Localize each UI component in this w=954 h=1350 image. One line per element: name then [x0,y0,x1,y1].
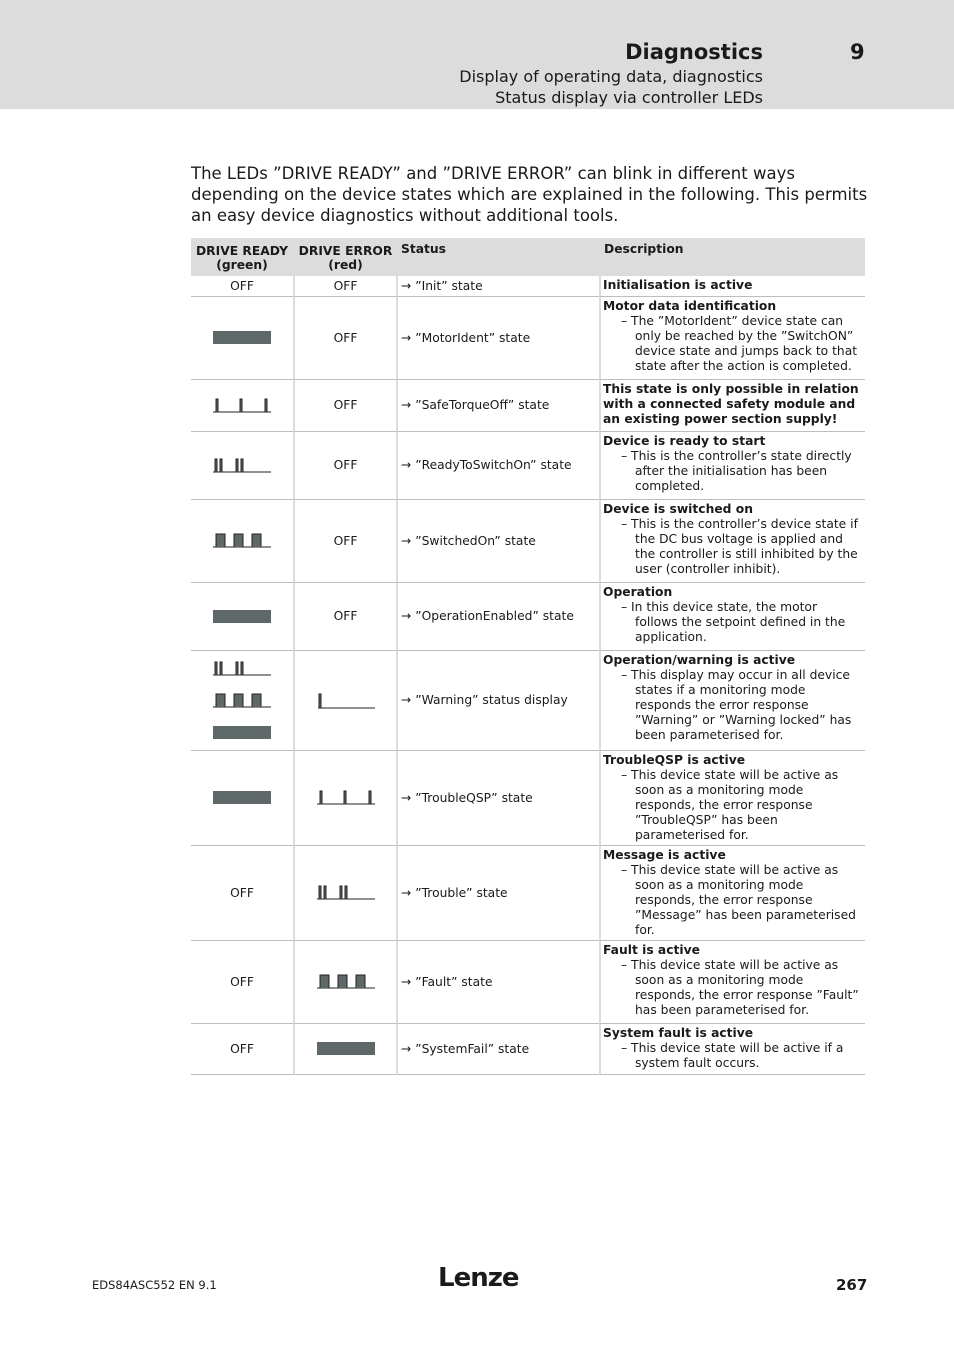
led-pattern-flash2 [212,661,272,677]
led-off-label: OFF [230,278,254,293]
drive-error-cell [293,751,396,846]
drive-ready-cell [191,500,293,583]
drive-ready-cell [191,751,293,846]
led-off-label: OFF [333,458,358,472]
description-cell [599,651,865,751]
drive-error-cell [293,432,396,500]
description-bullet: – This is the controller’s state directly after the initialisation has been completed. [621,449,852,493]
drive-error-cell [293,583,396,651]
description-title: Fault is active [603,943,700,957]
status-cell: → ”TroubleQSP” state [396,751,599,846]
drive-ready-cell [191,276,293,297]
drive-ready-cell [191,1024,293,1075]
led-pattern-single [316,692,376,710]
status-cell: → ”Warning” status display [396,651,599,751]
lenze-logo: Lenze [438,1263,519,1293]
description-title: Motor data identification [603,299,777,313]
table-row [191,297,865,380]
drive-error-cell [293,500,396,583]
subsection-subtitle: Status display via controller LEDs [495,88,763,107]
led-pattern-on [212,609,272,625]
description-bullet: – This is the controller’s device state if the DC bus voltage is applied and the controller is still inhibited by the user (controller inhibit). [621,517,858,576]
led-off-label: OFF [230,885,254,900]
header-drive-ready: DRIVE READY (green) [191,238,293,276]
section-subtitle: Display of operating data, diagnostics [459,67,763,86]
led-off-label: OFF [230,974,254,989]
drive-error-cell [293,941,396,1024]
description-title: Operation/warning is active [603,653,796,667]
led-off-label: OFF [333,330,358,345]
chapter-number: 9 [850,40,865,64]
drive-error-cell [293,651,396,751]
status-cell: → ”ReadyToSwitchOn” state [396,432,599,500]
description-title: Device is switched on [603,502,753,516]
drive-ready-cell [191,432,293,500]
description-bullet: – This display may occur in all device states if a monitoring mode responds the error response ”Warning” or ”Warning locked” has been parameterised for. [621,668,852,742]
header-band [0,0,954,109]
description-cell [599,751,865,846]
drive-ready-cell [191,380,293,432]
drive-error-cell [293,846,396,941]
description-title: Operation [603,585,673,599]
table-row [191,941,865,1024]
status-cell: → ”MotorIdent” state [396,297,599,380]
led-pattern-multi [194,661,290,741]
led-pattern-on [212,725,272,741]
drive-ready-cell [191,583,293,651]
led-pattern-flash1 [212,398,272,414]
description-cell [599,583,865,651]
drive-error-cell [293,1024,396,1075]
description-bullet: – This device state will be active if a system fault occurs. [621,1041,844,1070]
led-pattern-blink [316,974,376,990]
header-status: Status [396,238,599,276]
led-off-label: OFF [333,609,358,623]
chapter-title: Diagnostics [625,40,763,64]
led-pattern-flash2 [316,885,376,901]
description-title: This state is only possible in relation with a connected safety module and an existing power section supply! [603,382,859,426]
description-cell [599,1024,865,1075]
led-pattern-blink [212,533,272,549]
description-cell [599,846,865,941]
table-header-row [191,238,865,276]
led-pattern-flash2 [212,458,272,474]
led-pattern-on [212,790,272,806]
table-row [191,276,865,297]
document-code: EDS84ASC552 EN 9.1 [92,1278,217,1292]
status-cell: → ”SystemFail” state [396,1024,599,1075]
drive-error-cell [293,297,396,380]
status-cell: → ”SwitchedOn” state [396,500,599,583]
drive-ready-cell [191,651,293,751]
drive-ready-cell [191,846,293,941]
description-cell [599,380,865,432]
description-bullet: – The ”MotorIdent” device state can only be reached by the ”SwitchON” device state and jumps back to that state after the action is completed. [621,314,858,373]
status-cell: → ”Fault” state [396,941,599,1024]
page-number: 267 [836,1276,868,1294]
led-off-label: OFF [333,398,358,412]
drive-ready-cell [191,297,293,380]
description-bullet: – This device state will be active as soon as a monitoring mode responds, the error response ”Fault” has been parameterised for. [621,958,859,1017]
status-cell: → ”Trouble” state [396,846,599,941]
description-bullet: – In this device state, the motor follows the setpoint defined in the application. [621,600,846,644]
description-cell [599,276,865,297]
description-cell [599,432,865,500]
status-cell: → ”Init” state [396,276,599,297]
drive-ready-cell [191,941,293,1024]
led-off-label: OFF [230,1041,254,1056]
table-row [191,432,865,500]
table-row [191,380,865,432]
table-row [191,500,865,583]
description-cell [599,941,865,1024]
drive-error-cell [293,276,396,297]
description-cell [599,297,865,380]
table-row [191,1024,865,1075]
led-off-label: OFF [333,278,358,293]
table-row [191,651,865,751]
led-pattern-on [212,330,272,346]
status-cell: → ”OperationEnabled” state [396,583,599,651]
led-pattern-blink [212,693,272,709]
led-status-table [191,238,865,1075]
led-pattern-flash1 [316,790,376,806]
table-row [191,583,865,651]
description-title: TroubleQSP is active [603,753,746,767]
intro-paragraph: The LEDs ”DRIVE READY” and ”DRIVE ERROR” can blink in different ways depending on the device states which are explained in the following. This permits an easy device diagnostics without additional tools. [191,164,868,225]
description-title: Initialisation is active [603,278,753,292]
description-title: System fault is active [603,1026,754,1040]
status-cell: → ”SafeTorqueOff” state [396,380,599,432]
description-title: Device is ready to start [603,434,766,448]
table-row [191,751,865,846]
description-cell [599,500,865,583]
led-off-label: OFF [333,533,358,548]
led-pattern-on [316,1041,376,1057]
description-bullet: – This device state will be active as soon as a monitoring mode responds, the error response ”Message” has been parameterised for. [621,863,856,937]
header-description: Description [599,238,865,276]
description-bullet: – This device state will be active as soon as a monitoring mode responds, the error response ”TroubleQSP” has been parameterised for. [621,768,839,842]
description-title: Message is active [603,848,726,862]
header-drive-error: DRIVE ERROR (red) [293,238,396,276]
table-row [191,846,865,941]
drive-error-cell [293,380,396,432]
